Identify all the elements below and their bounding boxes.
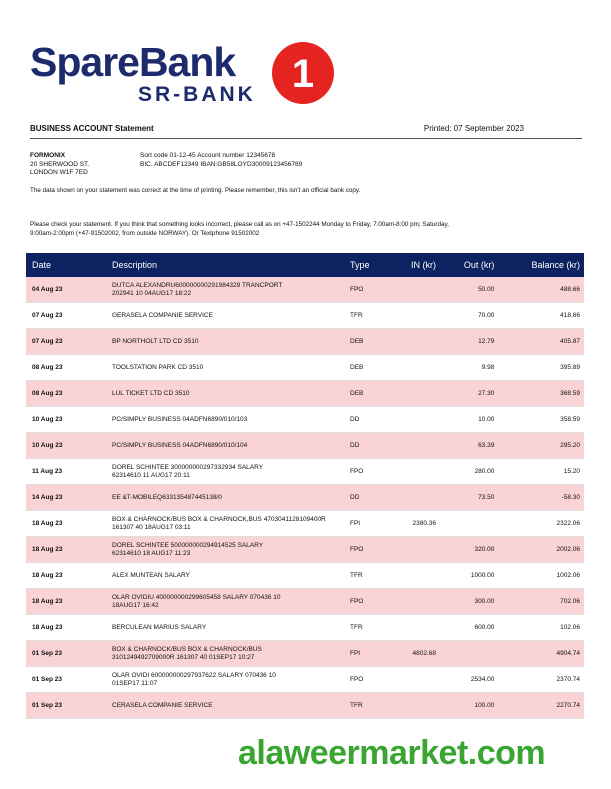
description-line-1: DOREL SCHINTEE 300000000297332934 SALARY <box>112 463 264 471</box>
cell-type: DD <box>342 485 390 511</box>
header-type: Type <box>342 253 390 277</box>
cell-type: DEB <box>342 381 390 407</box>
cell-description <box>104 537 342 563</box>
table-header <box>26 253 584 277</box>
customer-name: FORMONIX <box>30 152 66 159</box>
cell-balance: 1002.06 <box>498 563 584 589</box>
cell-date: 07 Aug 23 <box>26 329 104 355</box>
description-line-1: EE &T-MOBILEQ633135487445138/0 <box>112 493 222 501</box>
cell-date: 18 Aug 23 <box>26 589 104 615</box>
cell-out: 100.00 <box>440 693 498 719</box>
cell-date: 14 Aug 23 <box>26 485 104 511</box>
cell-type: TFR <box>342 615 390 641</box>
cell-balance: 488.66 <box>498 277 584 303</box>
cell-description <box>104 693 342 719</box>
cell-out: 9.98 <box>440 355 498 381</box>
description-line-1: BOX & CHARNOCK/BUS BOX & CHARNOCK,BUS 4703041128109400R <box>112 515 326 523</box>
table-row <box>26 381 584 407</box>
address-line-1: 20 SHERWOOD ST. <box>30 160 90 168</box>
table-row <box>26 355 584 381</box>
cell-date: 07 Aug 23 <box>26 303 104 329</box>
cell-balance: -58.30 <box>498 485 584 511</box>
description-line-2: 01SEP17 11:07 <box>112 679 158 687</box>
cell-type: FPO <box>342 277 390 303</box>
cell-in <box>390 693 440 719</box>
cell-type: FPO <box>342 667 390 693</box>
cell-balance: 368.59 <box>498 381 584 407</box>
description-line-1: DOREL SCHINTEE 500000000294914525 SALARY <box>112 541 264 549</box>
cell-type: DEB <box>342 355 390 381</box>
customer-address <box>30 152 89 178</box>
cell-date: 01 Sep 23 <box>26 693 104 719</box>
watermark: alaweermarket.com <box>238 734 546 772</box>
table-row <box>26 433 584 459</box>
cell-in: 2380.36 <box>390 511 440 537</box>
cell-date: 18 Aug 23 <box>26 511 104 537</box>
cell-date: 08 Aug 23 <box>26 381 104 407</box>
description-line-1: GERASELA COMPANIE SERVICE <box>112 311 213 319</box>
cell-in <box>390 537 440 563</box>
cell-in <box>390 277 440 303</box>
cell-balance: 395.89 <box>498 355 584 381</box>
cell-type: FPI <box>342 511 390 537</box>
cell-in <box>390 485 440 511</box>
cell-type: DD <box>342 407 390 433</box>
cell-in <box>390 355 440 381</box>
cell-in <box>390 615 440 641</box>
description-line-1: DUTCA ALEXANDRU600000000291984329 TRANCPORT <box>112 281 283 289</box>
table-row <box>26 277 584 303</box>
cell-in <box>390 433 440 459</box>
description-line-2: 3101249492709000R 161307 40 01SEP17 10:27 <box>112 653 255 661</box>
cell-date: 01 Sep 23 <box>26 667 104 693</box>
cell-out: 12.79 <box>440 329 498 355</box>
bank-name: SpareBank <box>30 39 236 85</box>
account-line-2: BIC. ABCDEF12349 IBAN:GB58LOYD30009123456789 <box>140 160 303 168</box>
cell-description <box>104 615 342 641</box>
cell-in <box>390 563 440 589</box>
cell-type: FPI <box>342 641 390 667</box>
cell-out: 600.00 <box>440 615 498 641</box>
description-line-1: BOX & CHARNOCK/BUS BOX & CHARNOCK/BUS <box>112 645 262 653</box>
cell-in: 4802.68 <box>390 641 440 667</box>
cell-out: 73.50 <box>440 485 498 511</box>
sparebank-logo <box>30 40 320 110</box>
cell-description <box>104 511 342 537</box>
table-row <box>26 329 584 355</box>
cell-description <box>104 329 342 355</box>
cell-out: 10.00 <box>440 407 498 433</box>
cell-balance: 15.20 <box>498 459 584 485</box>
description-line-1: LUL TICKET LTD CD 3510 <box>112 389 190 397</box>
table-body <box>26 277 584 719</box>
cell-description <box>104 381 342 407</box>
cell-date: 18 Aug 23 <box>26 537 104 563</box>
cell-balance: 2002.06 <box>498 537 584 563</box>
cell-date: 04 Aug 23 <box>26 277 104 303</box>
table-row <box>26 563 584 589</box>
printed-date: Printed: 07 September 2023 <box>423 124 524 133</box>
cell-date: 18 Aug 23 <box>26 563 104 589</box>
table-row <box>26 303 584 329</box>
description-line-1: BERCULEAN MARIUS SALARY <box>112 623 207 631</box>
cell-description <box>104 407 342 433</box>
cell-description <box>104 355 342 381</box>
transactions-table <box>26 253 584 719</box>
cell-out: 300.00 <box>440 589 498 615</box>
cell-description <box>104 563 342 589</box>
header-divider <box>30 138 582 139</box>
cell-description <box>104 485 342 511</box>
header-out: Out (kr) <box>440 253 498 277</box>
description-line-1: TOOLSTATION PARK CD 3510 <box>112 363 204 371</box>
cell-balance: 2270.74 <box>498 693 584 719</box>
cell-description <box>104 303 342 329</box>
cell-balance: 418.66 <box>498 303 584 329</box>
cell-out: 1000.00 <box>440 563 498 589</box>
cell-description <box>104 667 342 693</box>
cell-date: 10 Aug 23 <box>26 433 104 459</box>
cell-in <box>390 329 440 355</box>
table-row <box>26 407 584 433</box>
contact-note: Please check your statement. If you think that something looks incorrect, please call as on +47-1502244 Monday to Friday, 7:00am-8:00 pm; Saturday, 9:00am-2:00pm (+47-91502002, from outside NORWAY). Or Textphone 91502002 <box>30 221 449 237</box>
cell-type: FPO <box>342 589 390 615</box>
cell-in <box>390 589 440 615</box>
cell-type: DD <box>342 433 390 459</box>
description-line-1: BP NORTHOLT LTD CD 3510 <box>112 337 199 345</box>
cell-balance: 358.59 <box>498 407 584 433</box>
table-row <box>26 485 584 511</box>
description-line-2: 62314610 18 AUG17 11:23 <box>112 549 191 557</box>
logo-mark-number: 1 <box>291 52 315 96</box>
cell-out: 2534.00 <box>440 667 498 693</box>
cell-date: 18 Aug 23 <box>26 615 104 641</box>
header-date: Date <box>26 253 104 277</box>
cell-balance: 2322.06 <box>498 511 584 537</box>
description-line-1: OLAR OVIDI 600000000297937622 SALARY 070436 10 <box>112 671 276 679</box>
cell-out: 280.00 <box>440 459 498 485</box>
header-description: Description <box>104 253 342 277</box>
cell-description <box>104 589 342 615</box>
table-row <box>26 537 584 563</box>
cell-date: 10 Aug 23 <box>26 407 104 433</box>
cell-balance: 4904.74 <box>498 641 584 667</box>
cell-description <box>104 433 342 459</box>
bank-subname: SR-BANK <box>138 83 256 106</box>
description-line-1: PC/SIMPLY BUSINESS 04ADFN6890/010/103 <box>112 415 248 423</box>
cell-type: FPO <box>342 459 390 485</box>
header-balance: Balance (kr) <box>498 253 584 277</box>
cell-in <box>390 407 440 433</box>
cell-out <box>440 511 498 537</box>
cell-description <box>104 277 342 303</box>
table-row <box>26 641 584 667</box>
header-in: IN (kr) <box>390 253 440 277</box>
cell-date: 11 Aug 23 <box>26 459 104 485</box>
address-line-2: LONDON W1F 7ED <box>30 169 88 176</box>
cell-in <box>390 667 440 693</box>
cell-out: 320.00 <box>440 537 498 563</box>
table-row <box>26 615 584 641</box>
cell-type: TFR <box>342 303 390 329</box>
cell-balance: 102.06 <box>498 615 584 641</box>
cell-in <box>390 459 440 485</box>
cell-balance: 405.87 <box>498 329 584 355</box>
cell-description <box>104 641 342 667</box>
cell-date: 08 Aug 23 <box>26 355 104 381</box>
cell-type: TFR <box>342 693 390 719</box>
table-row <box>26 693 584 719</box>
table-row <box>26 511 584 537</box>
table-row <box>26 459 584 485</box>
cell-out <box>440 641 498 667</box>
description-line-2: 202941 10 04AUG17 18:22 <box>112 289 192 297</box>
table-row <box>26 667 584 693</box>
cell-type: DEB <box>342 329 390 355</box>
description-line-2: 161307 40 18AUG17 03:11 <box>112 523 191 531</box>
printing-note: The data shown on your statement was correct at the time of printing. Please remember, this isn't an official bank copy. <box>30 187 361 194</box>
statement-title: BUSINESS ACCOUNT Statement <box>30 124 154 133</box>
cell-in <box>390 381 440 407</box>
account-details <box>140 152 302 169</box>
cell-balance: 295.20 <box>498 433 584 459</box>
description-line-2: 62314610 11 AUG17 20:11 <box>112 471 190 479</box>
description-line-2: 18AUG17 16:42 <box>112 601 159 609</box>
sparebank-1-mark-icon <box>270 40 336 106</box>
cell-date: 01 Sep 23 <box>26 641 104 667</box>
cell-balance: 702.06 <box>498 589 584 615</box>
cell-out: 50.00 <box>440 277 498 303</box>
cell-in <box>390 303 440 329</box>
description-line-1: OLAR OVIDIU 400000000299605458 SALARY 070436 10 <box>112 593 281 601</box>
cell-balance: 2370.74 <box>498 667 584 693</box>
account-line-1: Sort code 01-12-45 Account number 12345678 <box>140 152 276 159</box>
cell-type: FPO <box>342 537 390 563</box>
cell-description <box>104 459 342 485</box>
cell-out: 27.30 <box>440 381 498 407</box>
cell-out: 63.39 <box>440 433 498 459</box>
cell-type: TFR <box>342 563 390 589</box>
description-line-1: ALEX MUNTEAN SALARY <box>112 571 190 579</box>
description-line-1: CERASELA COMPANIE SERVICE <box>112 701 213 709</box>
table-row <box>26 589 584 615</box>
description-line-1: PC/SIMPLY BUSINESS 04ADFN6890/010/104 <box>112 441 248 449</box>
cell-out: 70.00 <box>440 303 498 329</box>
